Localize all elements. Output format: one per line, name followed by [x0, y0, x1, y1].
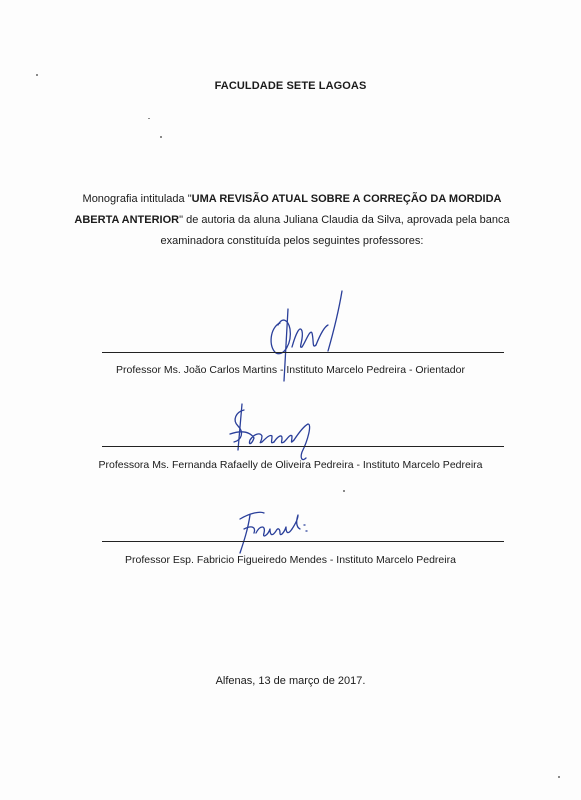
scan-speck — [160, 136, 162, 138]
monograph-title: UMA REVISÃO ATUAL SOBRE A CORREÇÃO DA MORDIDA ABERTA ANTERIOR — [74, 193, 502, 226]
scan-speck — [36, 74, 38, 76]
approval-statement — [70, 189, 514, 252]
examiner-caption-1: Professor Ms. João Carlos Martins - Instituto Marcelo Pedreira - Orientador — [116, 364, 465, 376]
examiner-caption-2: Professora Ms. Fernanda Rafaelly de Oliveira Pedreira - Instituto Marcelo Pedreira — [98, 459, 483, 471]
signature-line-3 — [102, 541, 504, 542]
scan-speck — [558, 776, 560, 778]
place-and-date: Alfenas, 13 de março de 2017. — [215, 675, 366, 687]
institution-name: FACULDADE SETE LAGOAS — [214, 80, 367, 92]
statement-prefix: Monografia intitulada " — [82, 193, 192, 205]
scan-speck — [343, 490, 345, 492]
scan-speck — [148, 118, 150, 119]
statement-suffix: " de autoria da aluna Juliana Claudia da Silva, aprovada pela banca examinadora constituída pelos seguintes professores: — [160, 214, 510, 247]
signature-line-1 — [102, 352, 504, 353]
signature-3 — [234, 505, 314, 560]
signature-line-2 — [102, 446, 504, 447]
examiner-caption-3: Professor Esp. Fabricio Figueiredo Mendes - Instituto Marcelo Pedreira — [125, 554, 456, 566]
